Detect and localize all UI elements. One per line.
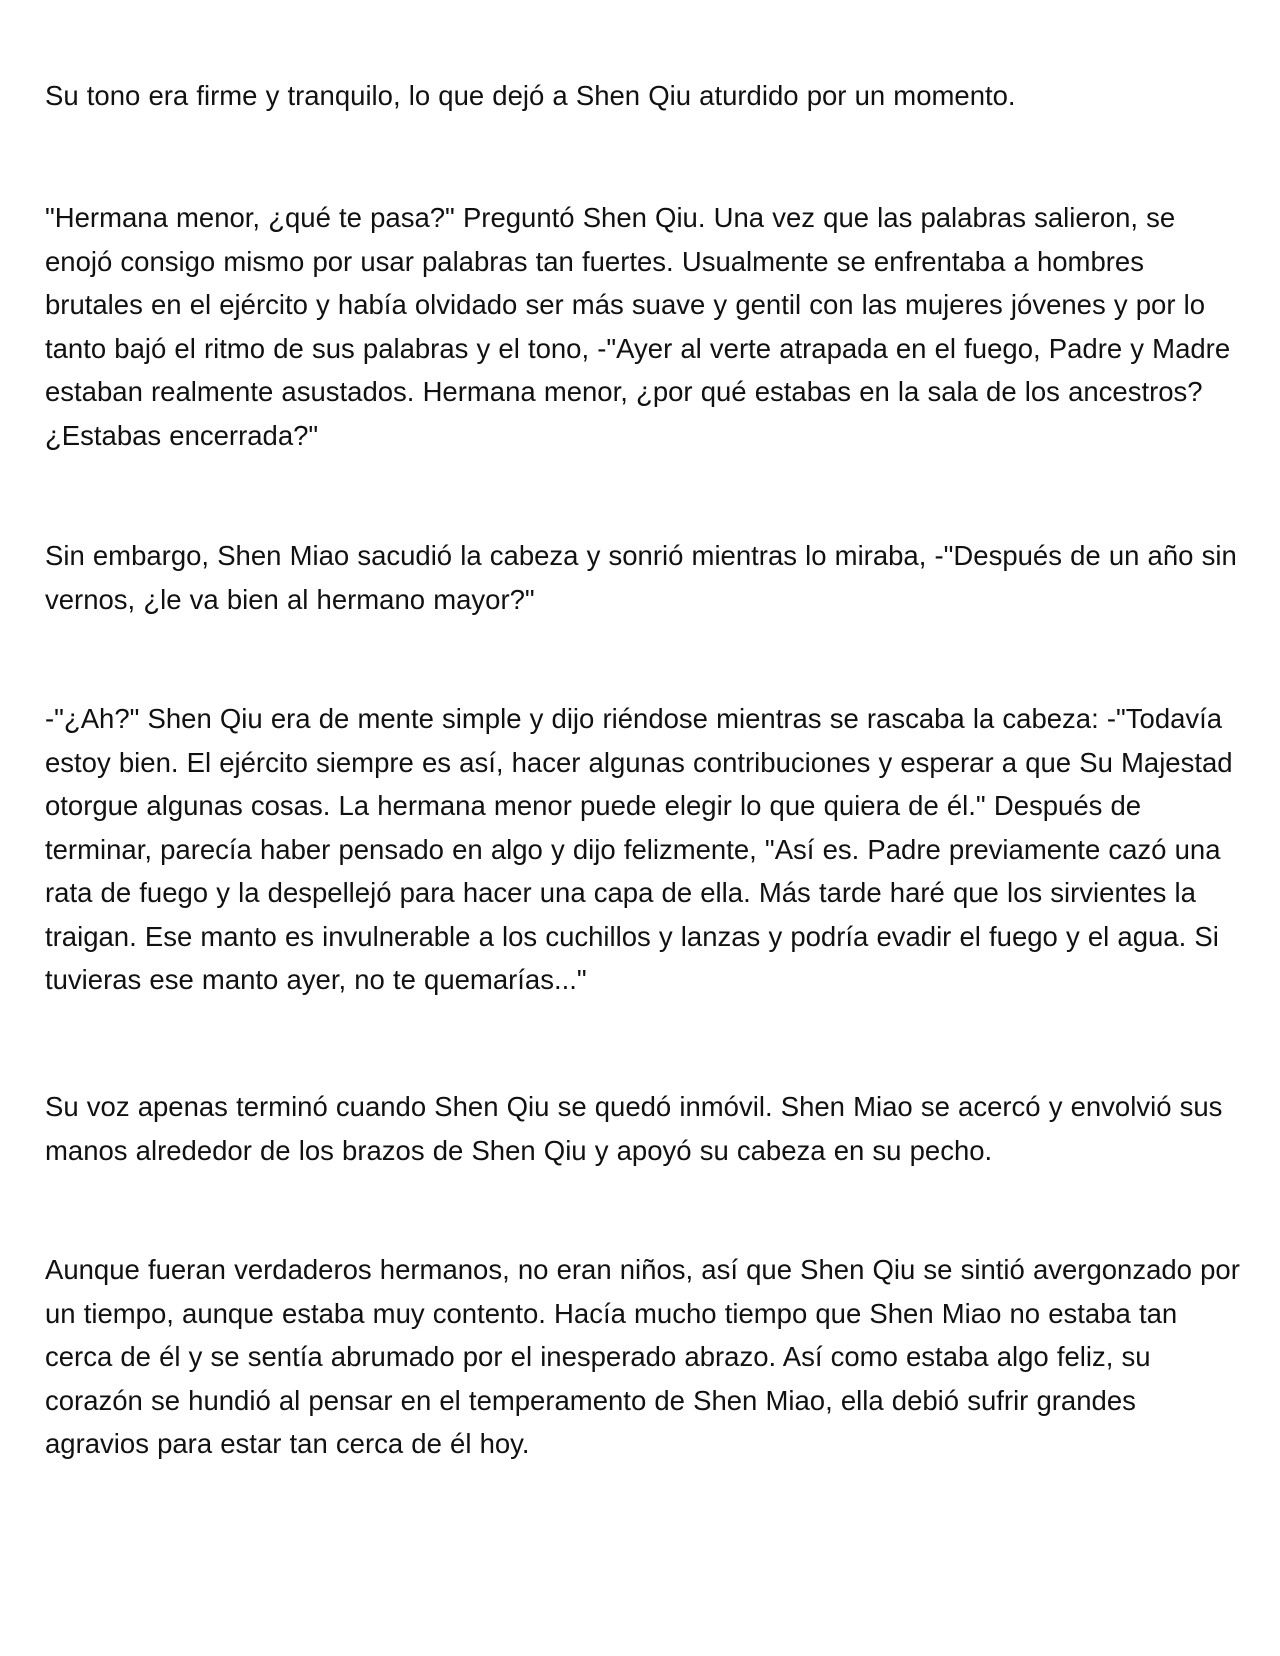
paragraph-4: -"¿Ah?" Shen Qiu era de mente simple y dijo riéndose mientras se rascaba la cabeza: -"Todavía estoy bien. El ejército siempre es así, hacer algunas contribuciones y esperar a que Su Majestad otorgue algunas cosas. La hermana menor puede elegir lo que quiera de él." Después de terminar, parecía haber pensado en algo y dijo felizmente, "Así es. Padre previamente cazó una rata de fuego y la despellejó para hacer una capa de ella. Más tarde haré que los sirvientes la traigan. Ese manto es invulnerable a los cuchillos y lanzas y podría evadir el fuego y el agua. Si tuvieras ese manto ayer, no te quemarías..." [45, 703, 1233, 995]
paragraph-3: Sin embargo, Shen Miao sacudió la cabeza y sonrió mientras lo miraba, -"Después de un año sin vernos, ¿le va bien al hermano mayor?" [45, 540, 1237, 615]
paragraph-1: Su tono era firme y tranquilo, lo que dejó a Shen Qiu aturdido por un momento. [45, 80, 1016, 111]
paragraph-5: Su voz apenas terminó cuando Shen Qiu se quedó inmóvil. Shen Miao se acercó y envolvió sus manos alrededor de los brazos de Shen Qiu y apoyó su cabeza en su pecho. [45, 1091, 1223, 1166]
paragraph-6: Aunque fueran verdaderos hermanos, no eran niños, así que Shen Qiu se sintió avergonzado por un tiempo, aunque estaba muy contento. Hacía mucho tiempo que Shen Miao no estaba tan cerca de él y se sentía abrumado por el inesperado abrazo. Así como estaba algo feliz, su corazón se hundió al pensar en el temperamento de Shen Miao, ella debió sufrir grandes agravios para estar tan cerca de él hoy. [45, 1254, 1240, 1459]
paragraph-2: "Hermana menor, ¿qué te pasa?" Preguntó Shen Qiu. Una vez que las palabras salieron, se enojó consigo mismo por usar palabras tan fuertes. Usualmente se enfrentaba a hombres brutales en el ejército y había olvidado ser más suave y gentil con las mujeres jóvenes y por lo tanto bajó el ritmo de sus palabras y el tono, -"Ayer al verte atrapada en el fuego, Padre y Madre estaban realmente asustados. Hermana menor, ¿por qué estabas en la sala de los ancestros? ¿Estabas encerrada?" [45, 202, 1231, 451]
